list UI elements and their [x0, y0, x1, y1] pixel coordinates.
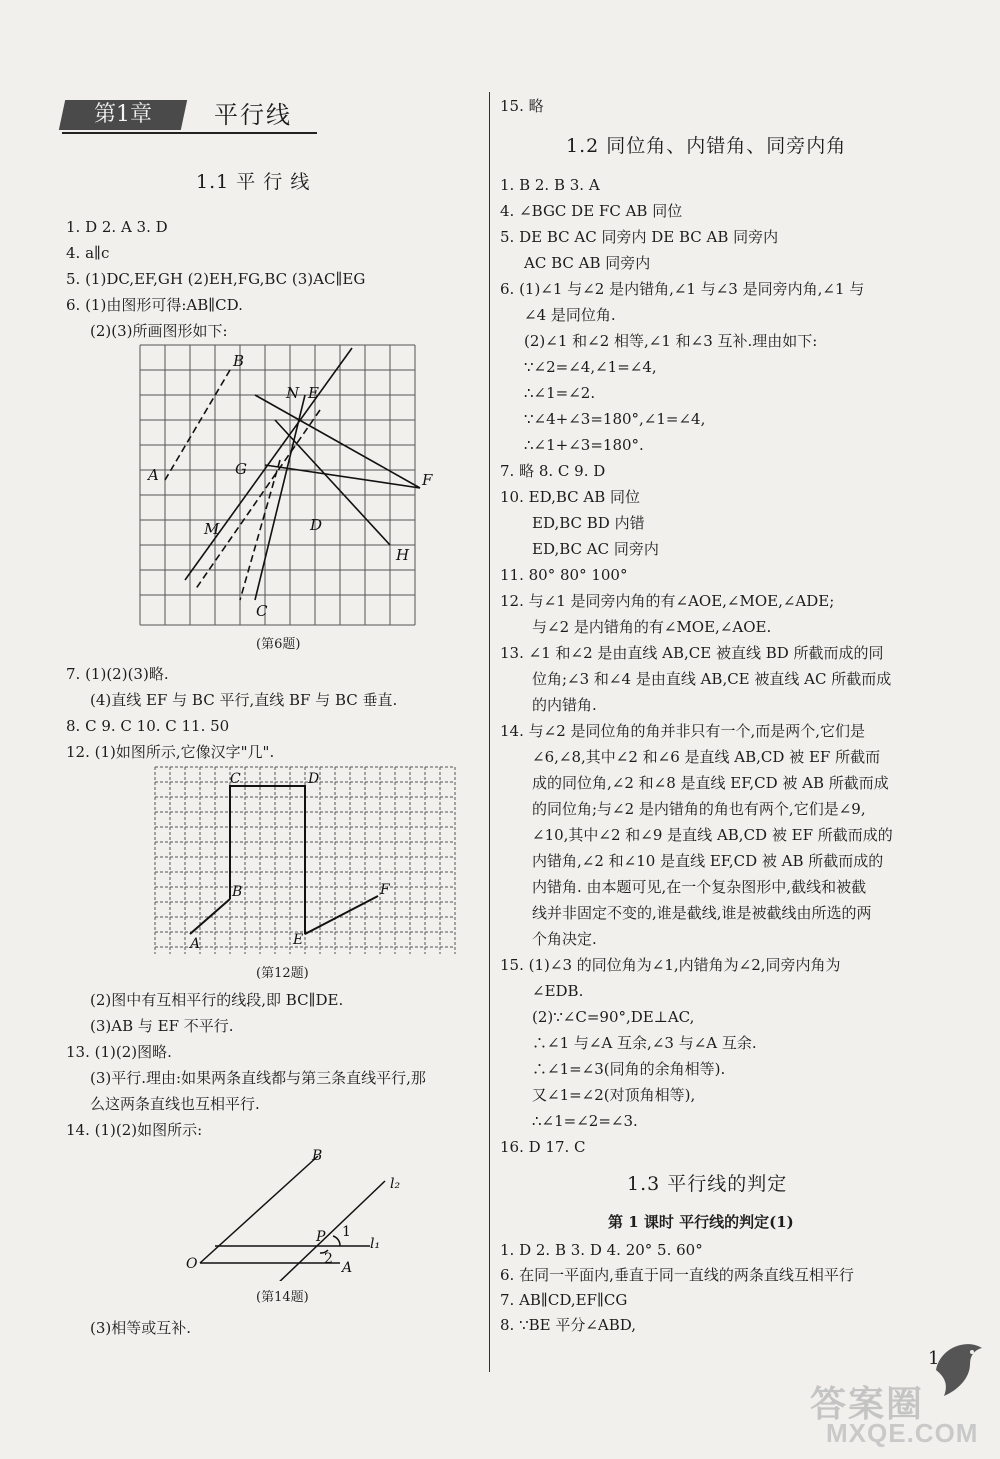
- answer-line: (3)平行.理由:如果两条直线都与第三条直线平行,那: [90, 1069, 426, 1087]
- fig12-label-C: C: [230, 771, 241, 787]
- figure-6-grid: [130, 340, 440, 640]
- answer-line: ∠6,∠8,其中∠2 和∠6 是直线 AB,CD 被 EF 所截而: [532, 748, 881, 766]
- chapter-rule: [62, 132, 317, 134]
- answer-line: 1. B 2. B 3. A: [500, 176, 600, 194]
- fig12-label-A: A: [190, 936, 201, 952]
- answer-line: 8. C 9. C 10. C 11. 50: [66, 717, 230, 735]
- answer-line: 16. D 17. C: [500, 1138, 586, 1156]
- answer-line: 12. (1)如图所示,它像汉字"几".: [66, 743, 275, 761]
- answer-line: 13. ∠1 和∠2 是由直线 AB,CE 被直线 BD 所截而成的同: [500, 644, 884, 662]
- answer-line: 个角决定.: [532, 930, 597, 948]
- section-title-1-2: 1.2 同位角、内错角、同旁内角: [566, 135, 847, 157]
- answer-line: 的内错角.: [532, 696, 597, 714]
- answer-line: ∴∠1=∠2=∠3.: [532, 1112, 638, 1130]
- answer-line: ∠4 是同位角.: [524, 306, 616, 324]
- fig6-label-B: B: [233, 352, 245, 370]
- column-divider: [489, 92, 490, 1372]
- fig6-label-C: C: [256, 602, 268, 620]
- fig12-label-B: B: [232, 884, 243, 900]
- figure-12-caption: (第12题): [256, 966, 309, 981]
- fig6-label-G: G: [235, 460, 247, 478]
- answer-line: 7. AB∥CD,EF∥CG: [500, 1291, 628, 1309]
- answer-line: 14. (1)(2)如图所示:: [66, 1121, 203, 1139]
- answer-line: 与∠2 是内错角的有∠MOE,∠AOE.: [532, 618, 772, 636]
- answer-line: ∠10,其中∠2 和∠9 是直线 AB,CD 被 EF 所截而成的: [532, 826, 893, 844]
- section-title-1-3: 1.3 平行线的判定: [627, 1173, 788, 1195]
- answer-line: 12. 与∠1 是同旁内角的有∠AOE,∠MOE,∠ADE;: [500, 592, 835, 610]
- section-title-1-1: 1.1 平 行 线: [196, 171, 311, 193]
- fig6-label-E: E: [308, 384, 319, 402]
- fig12-label-D: D: [308, 771, 320, 787]
- answer-line: 15. (1)∠3 的同位角为∠1,内错角为∠2,同旁内角为: [500, 956, 841, 974]
- fig14-label-l2: l₂: [390, 1176, 401, 1192]
- fig6-label-D: D: [310, 516, 323, 534]
- answer-line: 6. 在同一平面内,垂直于同一直线的两条直线互相平行: [500, 1266, 854, 1284]
- chapter-header: [62, 100, 317, 134]
- answer-line: ∵∠2=∠4,∠1=∠4,: [524, 358, 657, 376]
- fig14-label-P: P: [316, 1229, 326, 1245]
- answer-line: ED,BC BD 内错: [532, 514, 645, 532]
- figure-14: [180, 1136, 410, 1281]
- answer-line: 5. (1)DC,EF,GH (2)EH,FG,BC (3)AC∥EG: [66, 270, 366, 288]
- answer-line: 10. ED,BC AB 同位: [500, 488, 641, 506]
- answer-line: 1. D 2. B 3. D 4. 20° 5. 60°: [500, 1241, 703, 1259]
- answer-line: (3)AB 与 EF 不平行.: [90, 1017, 234, 1035]
- answer-line: 内错角. 由本题可见,在一个复杂图形中,截线和被截: [532, 878, 867, 896]
- answer-line: 14. 与∠2 是同位角的角并非只有一个,而是两个,它们是: [500, 722, 866, 740]
- answer-line: 13. (1)(2)图略.: [66, 1043, 172, 1061]
- answer-line: 么这两条直线也互相平行.: [90, 1095, 260, 1113]
- answer-line: 内错角,∠2 和∠10 是直线 EF,CD 被 AB 所截而成的: [532, 852, 884, 870]
- answer-line: 8. ∵BE 平分∠ABD,: [500, 1316, 637, 1334]
- answer-line: (2)图中有互相平行的线段,即 BC∥DE.: [90, 991, 344, 1009]
- watermark-text: 答案圈: [810, 1383, 925, 1424]
- lesson-subtitle: 第 1 课时 平行线的判定(1): [608, 1213, 794, 1231]
- answer-line: 的同位角;与∠2 是内错角的角也有两个,它们是∠9,: [532, 800, 866, 818]
- fig14-label-l1: l₁: [370, 1236, 381, 1252]
- answer-line: (4)直线 EF 与 BC 平行,直线 BF 与 BC 垂直.: [90, 691, 398, 709]
- answer-line: AC BC AB 同旁内: [524, 254, 651, 272]
- fig14-label-2: 2: [324, 1251, 333, 1267]
- watermark-url: MXQE.COM: [826, 1418, 979, 1448]
- fig14-label-1: 1: [342, 1224, 351, 1240]
- fig12-label-E: E: [293, 932, 304, 948]
- answer-line: 线并非固定不变的,谁是截线,谁是被截线由所选的两: [532, 904, 872, 922]
- answer-line: (2)∵∠C=90°,DE⊥AC,: [532, 1008, 695, 1026]
- fig6-label-A: A: [148, 466, 159, 484]
- chapter-title: 平行线: [214, 101, 292, 129]
- answer-line: 15. 略: [500, 97, 544, 115]
- answer-line: ∴∠1=∠3(同角的余角相等).: [532, 1060, 726, 1078]
- answer-line: ED,BC AC 同旁内: [532, 540, 659, 558]
- answer-line: 成的同位角,∠2 和∠8 是直线 EF,CD 被 AB 所截而成: [532, 774, 889, 792]
- answer-line: 位角;∠3 和∠4 是由直线 AB,CE 被直线 AC 所截而成: [532, 670, 892, 688]
- answer-line: 5. DE BC AC 同旁内 DE BC AB 同旁内: [500, 228, 779, 246]
- fig14-label-O: O: [186, 1256, 198, 1272]
- answer-line: ∴∠1 与∠A 互余,∠3 与∠A 互余.: [532, 1034, 757, 1052]
- fig6-label-F: F: [422, 471, 433, 489]
- answer-line: 11. 80° 80° 100°: [500, 566, 628, 584]
- answer-line: ∵∠4+∠3=180°,∠1=∠4,: [524, 410, 706, 428]
- answer-line: (3)相等或互补.: [90, 1319, 192, 1337]
- fig12-label-F: F: [380, 882, 390, 898]
- figure-6-caption: (第6题): [256, 637, 301, 652]
- figure-12-grid: [150, 764, 466, 964]
- answer-line: ∴∠1+∠3=180°.: [524, 436, 644, 454]
- fig14-label-B: B: [312, 1148, 323, 1164]
- fig6-label-M: M: [204, 520, 220, 538]
- page-number: 1: [928, 1348, 940, 1369]
- answer-line: 6. (1)∠1 与∠2 是内错角,∠1 与∠3 是同旁内角,∠1 与: [500, 280, 865, 298]
- answer-line: 又∠1=∠2(对顶角相等),: [532, 1086, 696, 1104]
- fig6-label-N: N: [286, 384, 300, 402]
- answer-line: 6. (1)由图形可得:AB∥CD.: [66, 296, 243, 314]
- answer-line: ∠EDB.: [532, 982, 584, 1000]
- answer-line: 1. D 2. A 3. D: [66, 218, 168, 236]
- answer-line: ∴∠1=∠2.: [524, 384, 596, 402]
- answer-line: 7. (1)(2)(3)略.: [66, 665, 169, 683]
- answer-line: 4. a∥c: [66, 244, 110, 262]
- answer-line: 4. ∠BGC DE FC AB 同位: [500, 202, 683, 220]
- answer-line: (2)(3)所画图形如下:: [90, 322, 228, 340]
- figure-14-caption: (第14题): [256, 1290, 309, 1305]
- fig6-label-H: H: [396, 546, 410, 564]
- answer-line: 7. 略 8. C 9. D: [500, 462, 606, 480]
- chapter-badge: 第1章: [59, 100, 187, 130]
- answer-line: (2)∠1 和∠2 相等,∠1 和∠3 互补.理由如下:: [524, 332, 818, 350]
- fig14-label-A: A: [342, 1260, 353, 1276]
